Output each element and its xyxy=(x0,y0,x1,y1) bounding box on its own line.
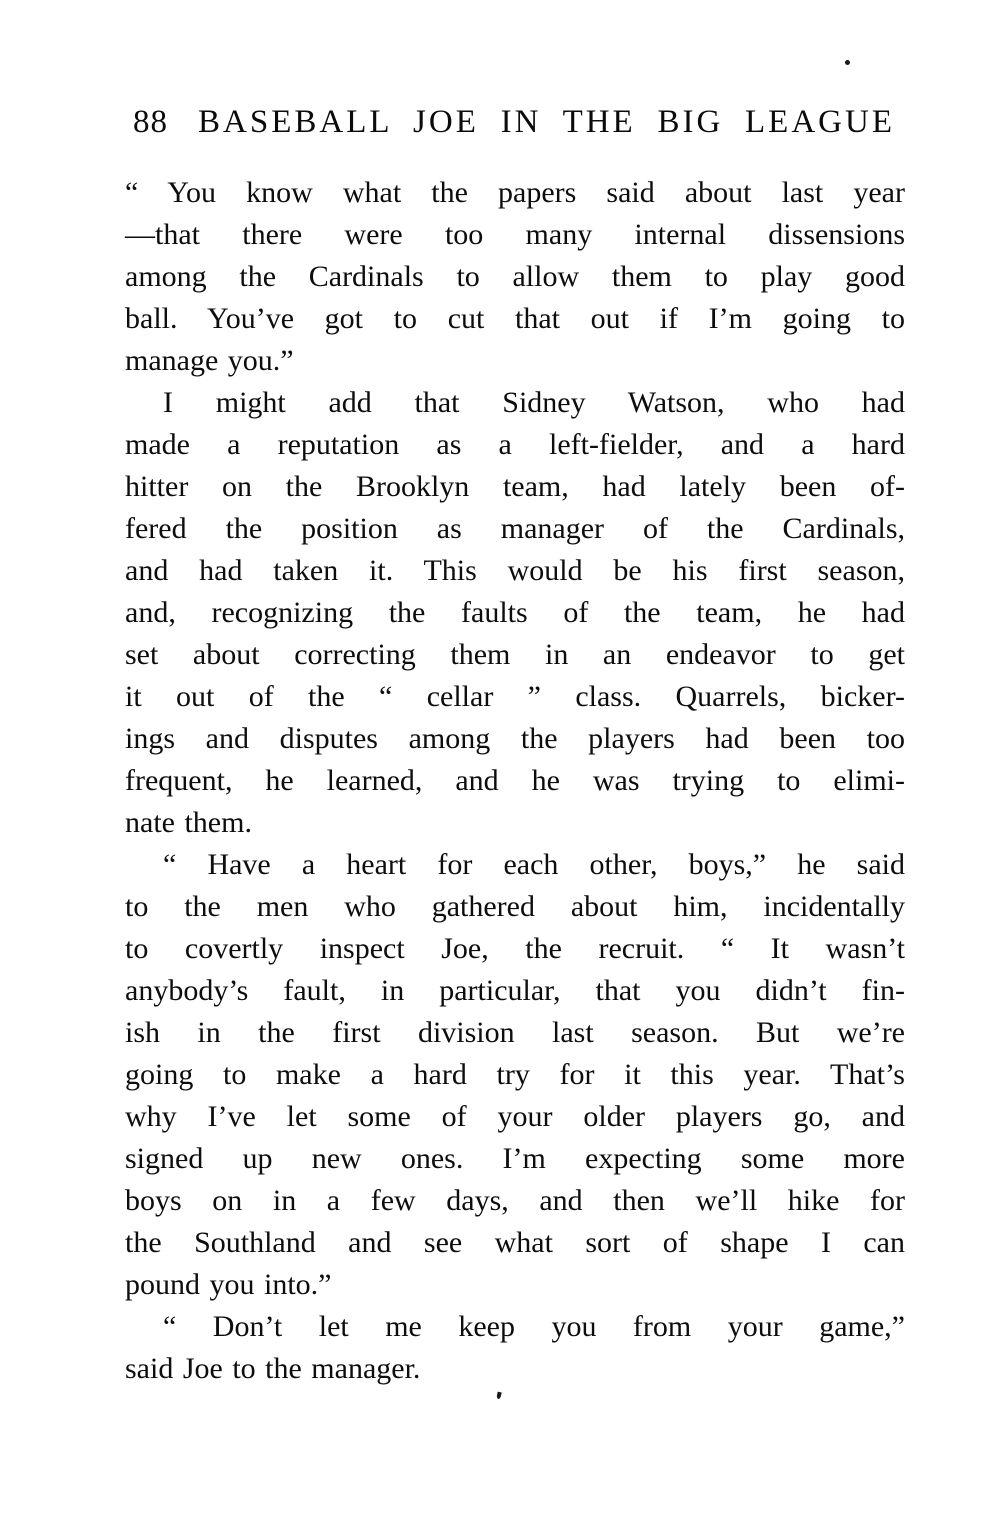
text-line: —that there were too many internal dissensions xyxy=(125,218,905,251)
text-line: ings and disputes among the players had been too xyxy=(125,722,905,755)
text-line: anybody’s fault, in particular, that you didn’t fin- xyxy=(125,974,905,1007)
ink-speck xyxy=(496,1392,501,1400)
text-line: to covertly inspect Joe, the recruit. “ It wasn’t xyxy=(125,932,905,965)
text-line: why I’ve let some of your older players go, and xyxy=(125,1100,905,1133)
page-number: 88 xyxy=(133,104,168,140)
text-line: boys on in a few days, and then we’ll hike for xyxy=(125,1184,905,1217)
text-line: fered the position as manager of the Cardinals, xyxy=(125,512,905,545)
text-line: “ You know what the papers said about last year xyxy=(125,176,905,209)
text-line: signed up new ones. I’m expecting some more xyxy=(125,1142,905,1175)
text-line: pound you into.” xyxy=(125,1268,332,1301)
text-line: going to make a hard try for it this year. That’s xyxy=(125,1058,905,1091)
text-line: hitter on the Brooklyn team, had lately been of- xyxy=(125,470,905,503)
text-line: nate them. xyxy=(125,806,252,839)
text-line: the Southland and see what sort of shape I can xyxy=(125,1226,905,1259)
text-line: made a reputation as a left-fielder, and a hard xyxy=(125,428,905,461)
text-line: it out of the “ cellar ” class. Quarrels, bicker- xyxy=(125,680,905,713)
text-block xyxy=(125,172,905,1390)
text-line: frequent, he learned, and he was trying to elimi- xyxy=(125,764,905,797)
text-line: to the men who gathered about him, incidentally xyxy=(125,890,905,923)
text-line: said Joe to the manager. xyxy=(125,1352,421,1385)
text-line: manage you.” xyxy=(125,344,294,377)
text-line: “ Don’t let me keep you from your game,” xyxy=(163,1310,905,1343)
text-line: and had taken it. This would be his first season, xyxy=(125,554,905,587)
running-title: BASEBALL JOE IN THE BIG LEAGUE xyxy=(198,104,895,140)
ink-speck xyxy=(845,60,850,65)
text-line: ball. You’ve got to cut that out if I’m going to xyxy=(125,302,905,335)
text-line: set about correcting them in an endeavor to get xyxy=(125,638,905,671)
page-header xyxy=(133,104,895,140)
text-line: “ Have a heart for each other, boys,” he said xyxy=(163,848,905,881)
text-line: and, recognizing the faults of the team, he had xyxy=(125,596,905,629)
text-line: I might add that Sidney Watson, who had xyxy=(163,386,905,419)
text-line: among the Cardinals to allow them to play good xyxy=(125,260,905,293)
text-line: ish in the first division last season. But we’re xyxy=(125,1016,905,1049)
